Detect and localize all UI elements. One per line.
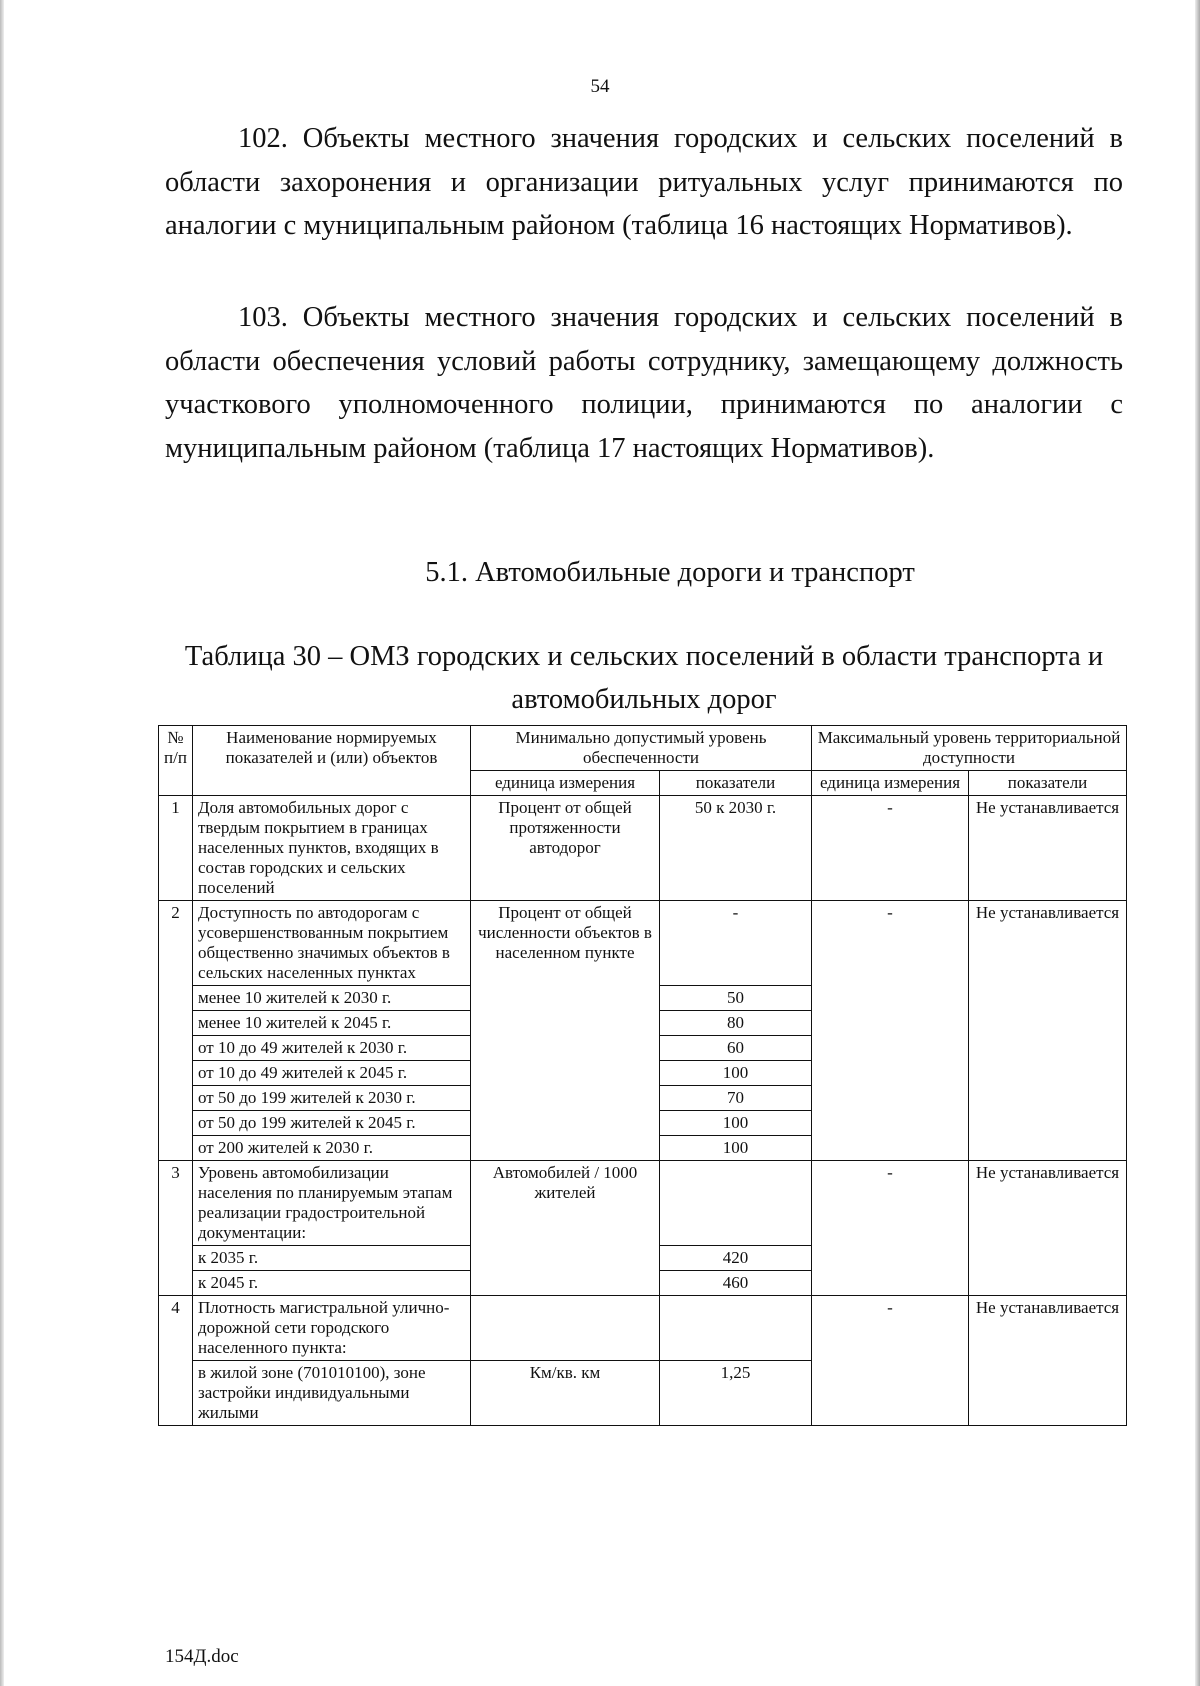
subrow-name: от 10 до 49 жителей к 2045 г. [193,1061,471,1086]
row-value-2: Не устанавливается [969,796,1127,901]
row-value-2: Не устанавливается [969,1296,1127,1426]
subrow-value: 100 [660,1061,812,1086]
row-unit-2: - [812,796,969,901]
row-unit [471,1296,660,1361]
subrow-name: менее 10 жителей к 2030 г. [193,986,471,1011]
table-row [159,901,1127,986]
header-min-level: Минимально допустимый уровень обеспеченности [471,726,812,771]
row-name: Доля автомобильных дорог с твердым покрытием в границах населенных пунктов, входящих в состав городских и сельских поселений [193,796,471,901]
section-heading: 5.1. Автомобильные дороги и транспорт [425,557,915,588]
row-num: 1 [159,796,193,901]
subrow-value: 100 [660,1111,812,1136]
row-unit: Процент от общей численности объектов в населенном пункте [471,901,660,1161]
table-row [159,1296,1127,1361]
header-name: Наименование нормируемых показателей и (или) объектов [193,726,471,796]
subrow-name: менее 10 жителей к 2045 г. [193,1011,471,1036]
subrow-name: от 200 жителей к 2030 г. [193,1136,471,1161]
row-value [660,1296,812,1361]
table-header-row [159,726,1127,771]
header-num: № п/п [159,726,193,796]
subrow-value: 50 [660,986,812,1011]
subrow-name: к 2045 г. [193,1271,471,1296]
subrow-name: от 10 до 49 жителей к 2030 г. [193,1036,471,1061]
subrow-name: от 50 до 199 жителей к 2030 г. [193,1086,471,1111]
subrow-value: 70 [660,1086,812,1111]
row-num: 3 [159,1161,193,1296]
header-unit: единица измерения [471,771,660,796]
subrow-name: от 50 до 199 жителей к 2045 г. [193,1111,471,1136]
table-row [159,796,1127,901]
paragraph-103: 103. Объекты местного значения городских и сельских поселений в области обеспечения условий работы сотруднику, замещающему должность участкового уполномоченного полиции, принимаются по аналогии с муниципальным районом (таблица 17 настоящих Нормативов). [165,302,1123,464]
row-value: 50 к 2030 г. [660,796,812,901]
footer-filename: 154Д.doc [165,1646,239,1667]
row-name: Доступность по автодорогам с усовершенствованным покрытием общественно значимых объектов в сельских населенных пунктах [193,901,471,986]
row-unit-2: - [812,901,969,1161]
row-value-2: Не устанавливается [969,901,1127,1161]
row-value-2: Не устанавливается [969,1161,1127,1296]
subrow-value: 60 [660,1036,812,1061]
header-indicators: показатели [660,771,812,796]
table-caption: Таблица 30 – ОМЗ городских и сельских поселений в области транспорта и автомобильных дорог [184,641,1104,715]
header-max-level: Максимальный уровень территориальной доступности [812,726,1127,771]
table-row [159,1161,1127,1246]
subrow-value: 1,25 [660,1361,812,1426]
row-value [660,1161,812,1246]
norms-table [158,725,1127,1426]
row-name: Уровень автомобилизации населения по планируемым этапам реализации градостроительной документации: [193,1161,471,1246]
subrow-value: 460 [660,1271,812,1296]
subrow-value: 420 [660,1246,812,1271]
paragraph-102: 102. Объекты местного значения городских и сельских поселений в области захоронения и организации ритуальных услуг принимаются по аналогии с муниципальным районом (таблица 16 настоящих Нормативов). [165,123,1123,241]
subrow-value: 100 [660,1136,812,1161]
subrow-value: 80 [660,1011,812,1036]
page-number: 54 [590,76,610,97]
header-indicators-2: показатели [969,771,1127,796]
scan-edge-left [0,0,4,1686]
row-name: Плотность магистральной улично-дорожной сети городского населенного пункта: [193,1296,471,1361]
header-unit-2: единица измерения [812,771,969,796]
scan-edge-right [1195,0,1200,1686]
row-value: - [660,901,812,986]
row-num: 4 [159,1296,193,1426]
row-unit: Процент от общей протяженности автодорог [471,796,660,901]
row-unit-2: - [812,1296,969,1426]
row-num: 2 [159,901,193,1161]
subrow-name: к 2035 г. [193,1246,471,1271]
subrow-unit: Км/кв. км [471,1361,660,1426]
row-unit: Автомобилей / 1000 жителей [471,1161,660,1296]
subrow-name: в жилой зоне (701010100), зоне застройки индивидуальными жилыми [193,1361,471,1426]
row-unit-2: - [812,1161,969,1296]
